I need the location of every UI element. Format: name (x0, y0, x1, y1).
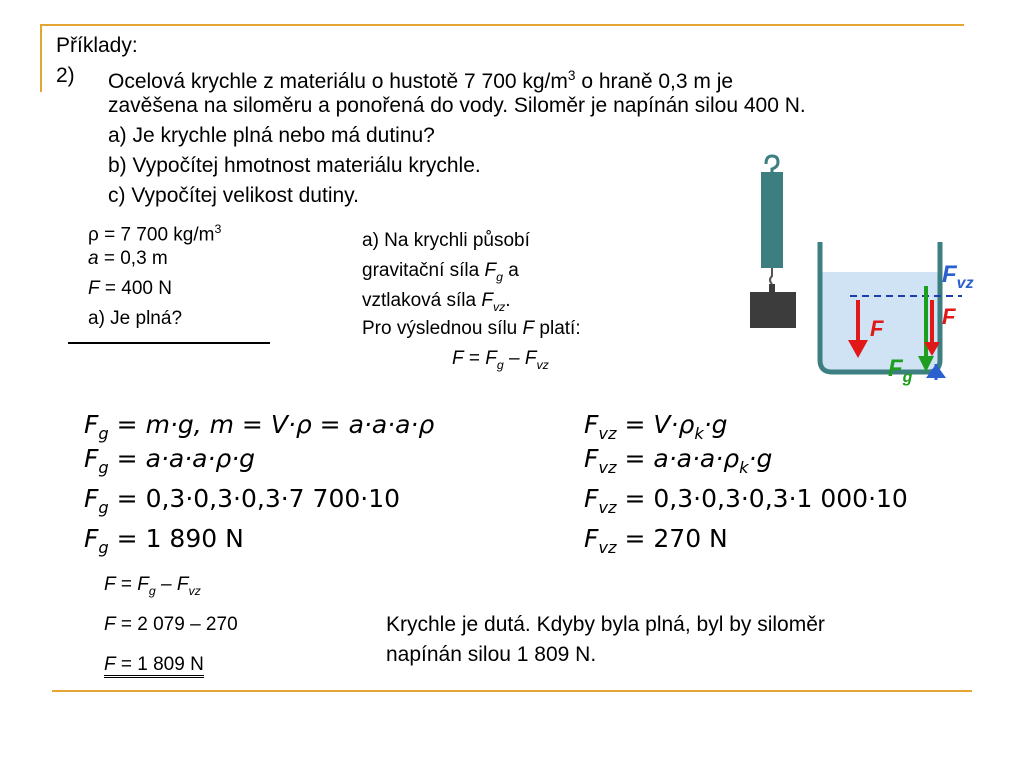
question-a: a) Je krychle plná nebo má dutinu? (108, 124, 435, 147)
cube-on-scale (750, 292, 796, 328)
eq-left-3: $F_g = 0,3\cdot 0,3\cdot 0,3\cdot 7$ 700·10 (84, 484, 401, 517)
label-Fg: $F_g$ (888, 355, 913, 386)
eq-right-4: $F_{vz} = 270$ N (584, 524, 728, 557)
question-c: c) Vypočítej velikost dutiny. (108, 184, 359, 207)
top-rule (40, 24, 964, 26)
conclusion-line-2: napínán silou 1 809 N. (386, 643, 597, 666)
label-F-right: F (942, 304, 956, 329)
explanation-formula: $F = F_g - F_{vz}$ (452, 348, 549, 372)
label-F-left: F (870, 316, 884, 341)
bottom-formula: $F = F_g - F_{vz}$ (104, 574, 201, 598)
spring-hook-icon (766, 156, 778, 172)
problem-line-2: zavěšena na siloměru a ponořená do vody. Siloměr je napínán silou 400 N. (108, 94, 806, 117)
cube-hook-top (769, 284, 775, 294)
eq-right-1: $F_{vz} = V\cdot\rho_k\cdot g$ (584, 410, 728, 443)
question-b: b) Vypočítej hmotnost materiálu krychle. (108, 154, 481, 177)
bottom-rule (52, 690, 972, 692)
given-rho: ρ = 7 700 $kg/m^3$ (88, 222, 222, 246)
eq-left-2: $F_g = a\cdot a\cdot a\cdot\rho\cdot g$ (84, 444, 256, 477)
eq-right-2: $F_{vz} = a\cdot a\cdot a\cdot\rho_k\cdot g$ (584, 444, 773, 477)
given-F: F = 400 N (88, 278, 172, 299)
explanation-line-3: vztlaková síla $F_{vz}$. (362, 290, 511, 314)
spring-scale (761, 172, 783, 268)
eq-left-1: $F_g = m\cdot g$, m = V·ρ = a·a·a·ρ (84, 410, 435, 443)
given-underline (68, 342, 270, 344)
label-Fvz: $F_{vz}$ (942, 261, 974, 292)
left-rule (40, 24, 42, 92)
force-diagram (740, 150, 990, 390)
scale-lower-hook (770, 268, 772, 284)
given-question: a) Je plná? (88, 308, 183, 329)
explanation-line-4: Pro výslednou sílu F platí: (362, 318, 581, 339)
problem-line-1: Ocelová krychle z materiálu o hustotě 7 700 $kg/m^3$ o hraně 0,3 m je (108, 68, 734, 93)
problem-number: 2) (56, 64, 75, 87)
explanation-line-2: gravitační síla $F_g$ a (362, 260, 519, 284)
given-a: a = 0,3 m (88, 248, 168, 269)
explanation-line-1: a) Na krychli působí (362, 230, 530, 251)
bottom-result: F = 1 809 N (104, 652, 204, 678)
bottom-substitution: F = 2 079 – 270 (104, 614, 238, 635)
eq-right-3: $F_{vz} = 0,3\cdot 0,3\cdot 0,3\cdot 1$ 000·10 (584, 484, 908, 517)
slide-title: Příklady: (56, 34, 138, 57)
eq-left-4: $F_g = 1$ 890 N (84, 524, 244, 557)
conclusion-line-1: Krychle je dutá. Kdyby byla plná, byl by siloměr (386, 613, 825, 636)
